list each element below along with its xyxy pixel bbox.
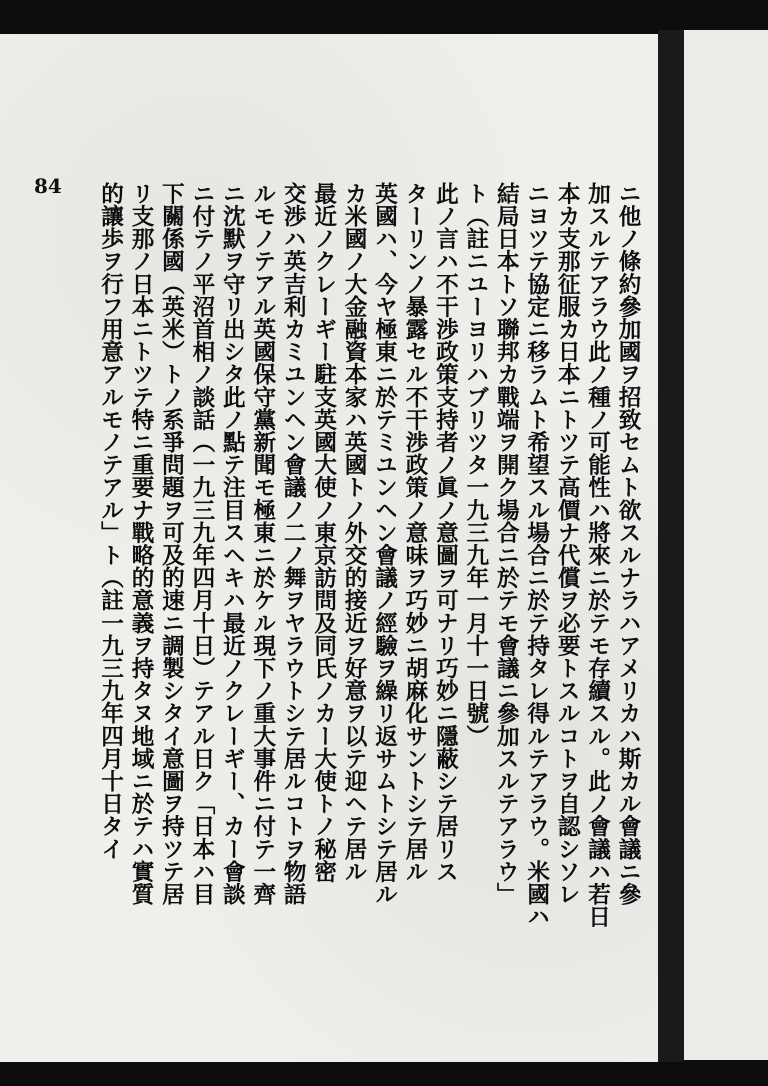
text-column: ニ付テノ平沼首相ノ談話（一九三九年四月十日）テアル日ク「日本ハ目	[188, 182, 215, 906]
text-column: ニ他ノ條約參加國ヲ招致セムト欲スルナラハアメリカハ斯カル會議ニ參	[615, 182, 641, 906]
text-column: 加スルテアラウ此ノ種ノ可能性ハ將來ニ於テモ存續スル。此ノ會議ハ若日	[584, 182, 611, 928]
text-column: ターリンノ暴露セル不干渉政策ノ意味ヲ巧妙ニ胡麻化サントシテ居ル	[401, 182, 428, 883]
book-page	[0, 34, 664, 1064]
text-body	[96, 182, 644, 1002]
text-column: リ支那ノ日本ニトツテ特ニ重要ナ戰略的意義ヲ持タヌ地域ニ於テハ實質	[128, 182, 154, 906]
scan-border	[0, 1062, 768, 1086]
text-column: 的讓歩ヲ行フ用意アルモノテアル」ト（註一九三九年四月十日タイ	[97, 182, 124, 860]
text-column: カ米國ノ大金融資本家ハ英國トノ外交的接近ヲ好意ヲ以テ迎ヘテ居ル	[341, 182, 368, 883]
text-column: ルモノテアル英國保守黨新聞モ極東ニ於ケル現下ノ重大事件ニ付テ一齊	[249, 182, 276, 906]
book-spine	[658, 30, 684, 1066]
text-column: 英國ハ、今ヤ極東ニ於テミユンヘン會議ノ經驗ヲ繰リ返サムトシテ居ル	[371, 182, 398, 906]
text-column: 此ノ言ハ不干渉政策支持者ノ眞ノ意圖ヲ可ナリ巧妙ニ隱蔽シテ居リス	[432, 182, 459, 883]
text-column: ニ沈默ヲ守リ出シタ此ノ點テ注目スヘキハ最近ノクレーギー、カー會談	[219, 182, 246, 906]
text-column: ニヨツテ協定ニ移ラムト希望スル場合ニ於テ持タレ得ルテアラウ。米國ハ	[523, 182, 550, 928]
text-column: 結局日本トソ聯邦カ戰端ヲ開ク場合ニ於テモ會議ニ參加スルテアラウ」	[493, 182, 520, 906]
facing-page-edge	[684, 30, 768, 1060]
text-column: 交渉ハ英吉利カミユンヘン會議ノ二ノ舞ヲヤラウトシテ居ルコトヲ物語	[280, 182, 307, 906]
text-column: ト（註ニユーヨリハブリツタ一九三九年一月十一日號）	[462, 182, 489, 747]
page-number: 84	[34, 174, 62, 198]
text-column: 本カ支那征服カ日本ニトツテ高價ナ代償ヲ必要トスルコトヲ自認シソレ	[554, 182, 581, 906]
text-column: 最近ノクレーギー駐支英國大使ノ東京訪問及同氏ノカー大使トノ秘密	[310, 182, 337, 883]
text-column: 下關係國（英米）トノ系爭問題ヲ可及的速ニ調製シタイ意圖ヲ持ツテ居	[158, 182, 185, 906]
